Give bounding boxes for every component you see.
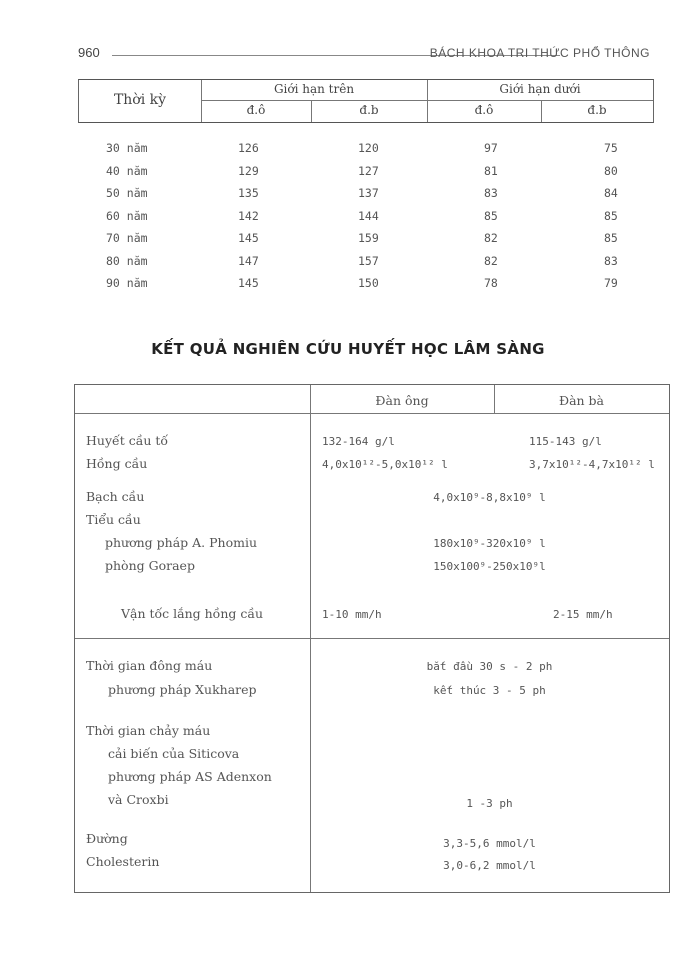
section-title: KẾT QUẢ NGHIÊN CỨU HUYẾT HỌC LÂM SÀNG	[151, 340, 545, 358]
col-women-header: Đàn bà	[558, 393, 605, 408]
value-cell: 84	[604, 186, 618, 200]
value-cell: 135	[238, 186, 259, 200]
col-men-header: Đàn ông	[375, 393, 429, 408]
hematology-table	[74, 384, 670, 893]
row-label: Huyết cầu tố	[86, 433, 169, 448]
row-label: Thời gian đông máu	[86, 658, 213, 673]
table-row	[78, 276, 652, 299]
value-cell: 157	[358, 253, 379, 268]
value-cell: 3,7x10¹²-4,7x10¹² l	[529, 458, 655, 471]
col-upper-header: Giới hạn trên	[273, 82, 355, 96]
value-cell: 85	[484, 208, 498, 223]
value-cell: bắt đầu 30 s - 2 ph	[426, 660, 553, 673]
period-cell: 80 năm	[106, 253, 148, 268]
row-label: Cholesterin	[86, 854, 160, 869]
row-label: Đường	[86, 831, 128, 846]
value-cell: 142	[238, 208, 259, 223]
row-label: phương pháp A. Phomiu	[105, 535, 257, 550]
value-cell: 83	[604, 253, 618, 268]
value-cell: 79	[604, 276, 618, 290]
row-label: và Croxbi	[108, 792, 169, 807]
page-number: 960	[78, 45, 100, 60]
period-cell: 70 năm	[106, 231, 148, 245]
value-cell: 82	[484, 253, 498, 268]
table-row	[78, 186, 652, 209]
value-cell: 120	[358, 141, 379, 155]
row-label: Vận tốc lắng hồng cầu	[121, 606, 264, 621]
period-cell: 50 năm	[106, 186, 148, 200]
value-cell: 145	[238, 276, 259, 290]
divider	[201, 100, 653, 101]
running-title: BÁCH KHOA TRI THỨC PHỔ THÔNG	[429, 46, 650, 60]
value-cell: 159	[358, 231, 379, 245]
value-cell: 85	[604, 208, 618, 223]
value-cell: 81	[484, 163, 498, 178]
value-cell: 137	[358, 186, 379, 200]
col-lower-header: Giới hạn dưới	[499, 82, 581, 96]
sub-header-do: đ.ô	[246, 103, 266, 117]
col-period-header: Thời kỳ	[113, 92, 167, 108]
value-cell: 4,0x10¹²-5,0x10¹² l	[322, 458, 448, 471]
value-cell: 97	[484, 141, 498, 155]
value-cell: 1-10 mm/h	[322, 608, 382, 621]
table-row	[78, 209, 652, 232]
value-cell: 180x10⁹-320x10⁹ l	[433, 537, 546, 550]
row-label: Bạch cầu	[86, 489, 145, 504]
row-label: Tiểu cầu	[86, 512, 141, 527]
value-cell: 2-15 mm/h	[553, 608, 613, 621]
value-cell: 115-143 g/l	[529, 435, 602, 448]
value-cell: 75	[604, 141, 618, 155]
value-cell: 85	[604, 231, 618, 245]
row-label: phương pháp Xukharep	[108, 682, 257, 697]
row-label: cải biến của Siticova	[108, 746, 240, 761]
sub-header-db: đ.b	[359, 103, 379, 117]
value-cell: 126	[238, 141, 259, 155]
sub-header-db: đ.b	[587, 103, 607, 117]
value-cell: 144	[358, 208, 379, 223]
value-cell: 4,0x10⁹-8,8x10⁹ l	[433, 491, 546, 504]
period-cell: 30 năm	[106, 141, 148, 155]
value-cell: kết thúc 3 - 5 ph	[433, 684, 546, 697]
divider	[75, 638, 669, 639]
table-row	[78, 254, 652, 277]
value-cell: 82	[484, 231, 498, 245]
table-row	[78, 231, 652, 254]
value-cell: 132-164 g/l	[322, 435, 395, 448]
value-cell: 150	[358, 276, 379, 290]
value-cell: 1 -3 ph	[466, 797, 513, 810]
row-label: Thời gian chảy máu	[86, 723, 211, 738]
sub-header-do: đ.ô	[474, 103, 494, 117]
value-cell: 83	[484, 186, 498, 200]
row-label: Hồng cầu	[86, 456, 148, 471]
blood-pressure-table-header	[78, 79, 654, 123]
period-cell: 40 năm	[106, 163, 148, 178]
period-cell: 60 năm	[106, 208, 148, 223]
value-cell: 78	[484, 276, 498, 290]
table-row	[78, 141, 652, 164]
value-cell: 147	[238, 253, 259, 268]
period-cell: 90 năm	[106, 276, 148, 290]
value-cell: 3,3-5,6 mmol/l	[443, 837, 536, 850]
value-cell: 127	[358, 163, 379, 178]
divider	[75, 413, 669, 414]
table-row	[78, 164, 652, 187]
value-cell: 80	[604, 163, 618, 178]
value-cell: 150x100⁹-250x10⁹l	[433, 560, 546, 573]
row-label: phương pháp AS Adenxon	[108, 769, 272, 784]
row-label: phòng Goraep	[105, 558, 195, 573]
value-cell: 129	[238, 163, 259, 178]
value-cell: 145	[238, 231, 259, 245]
value-cell: 3,0-6,2 mmol/l	[443, 859, 536, 872]
blood-pressure-rows	[78, 141, 652, 299]
